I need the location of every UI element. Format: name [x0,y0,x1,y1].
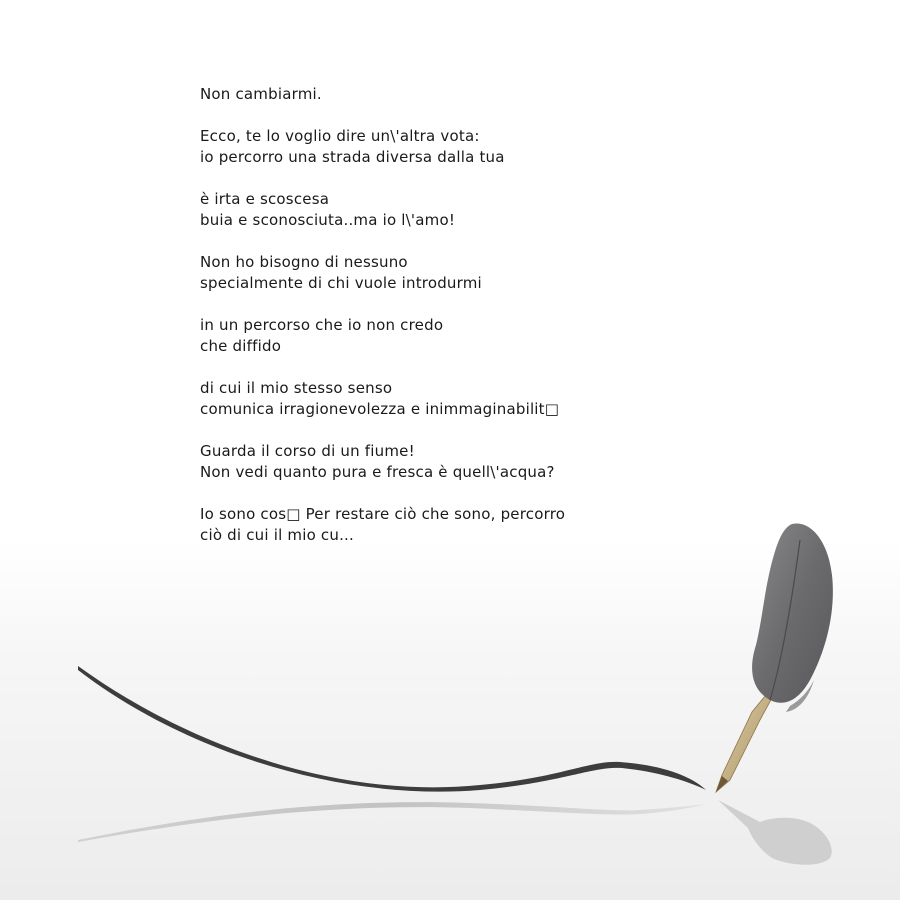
poem-stanza [200,441,800,483]
poem-stanza [200,189,800,231]
poem-line: buia e sconosciuta..ma io l\'amo! [200,211,456,229]
quill-pen-icon [716,523,833,792]
poem-line: io percorro una strada diversa dalla tua [200,148,505,166]
poem-line: in un percorso che io non credo [200,316,444,334]
poem-line: ciò di cui il mio cu... [200,526,354,544]
quill-illustration [0,500,900,900]
poem-line: Io sono cos□ Per restare ciò che sono, percorro [200,505,566,523]
poem-stanza [200,315,800,357]
poem-text [200,84,800,567]
poem-line: è irta e scoscesa [200,190,330,208]
poem-line: specialmente di chi vuole introdurmi [200,274,482,292]
ink-reflection [78,802,706,842]
poem-line: Ecco, te lo voglio dire un\'altra vota: [200,127,480,145]
poem-stanza [200,252,800,294]
poem-line: comunica irragionevolezza e inimmaginabilit□ [200,400,560,418]
ink-stroke [78,666,706,792]
poem-title-stanza [200,84,800,105]
poem-stanza [200,378,800,420]
quill-reflection [718,800,832,865]
poem-stanza [200,126,800,168]
poem-line: che diffido [200,337,282,355]
poem-line: di cui il mio stesso senso [200,379,393,397]
poem-line: Non vedi quanto pura e fresca è quell\'acqua? [200,463,555,481]
poem-line: Guarda il corso di un fiume! [200,442,415,460]
poem-line: Non ho bisogno di nessuno [200,253,408,271]
poem-title: Non cambiarmi. [200,85,322,103]
